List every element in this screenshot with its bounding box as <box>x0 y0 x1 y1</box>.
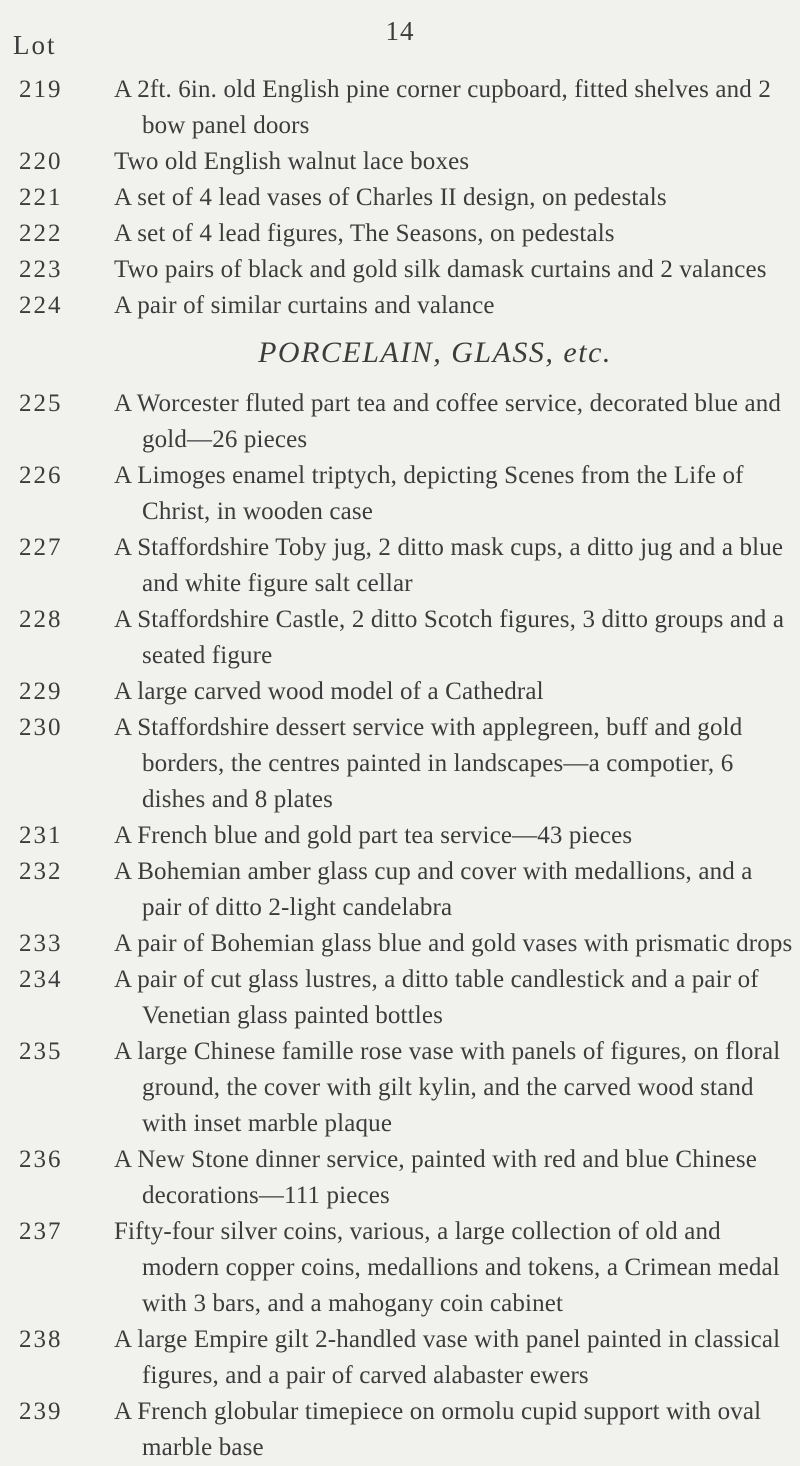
lot-number: 238 <box>19 1326 63 1353</box>
section-heading: PORCELAIN, GLASS, etc. <box>258 336 612 369</box>
lot-description: A French globular timepiece on ormolu cupid support with oval marble base <box>114 1398 762 1461</box>
lot-entry <box>0 1394 800 1466</box>
lot-description: A pair of Bohemian glass blue and gold vases with prismatic drops <box>114 930 793 957</box>
lot-group-furnishings <box>0 72 800 324</box>
lot-description: Two old English walnut lace boxes <box>114 148 470 175</box>
lot-description: A set of 4 lead figures, The Seasons, on pedestals <box>114 220 615 247</box>
lot-description: A large Chinese famille rose vase with panels of figures, on floral ground, the cover with gilt kylin, and the carved wood stand with inset marble plaque <box>114 1038 781 1137</box>
lot-description: A Staffordshire Toby jug, 2 ditto mask cups, a ditto jug and a blue and white figure salt cellar <box>114 534 784 597</box>
lot-description: A large Empire gilt 2-handled vase with panel painted in classical figures, and a pair of carved alabaster ewers <box>114 1326 781 1389</box>
lot-entry <box>0 216 800 252</box>
lot-description: A New Stone dinner service, painted with red and blue Chinese decorations—111 pieces <box>114 1146 758 1209</box>
lot-entry <box>0 1322 800 1394</box>
lot-description: Fifty-four silver coins, various, a large collection of old and modern copper coins, medallions and tokens, a Crimean medal with 3 bars, and a mahogany coin cabinet <box>114 1218 780 1317</box>
lot-entry <box>0 72 800 144</box>
lot-entry <box>0 288 800 324</box>
lot-number: 228 <box>19 606 63 633</box>
lot-number: 231 <box>19 822 63 849</box>
lot-number: 223 <box>19 256 63 283</box>
lot-description: A 2ft. 6in. old English pine corner cupboard, fitted shelves and 2 bow panel doors <box>114 76 771 139</box>
lot-description: A Worcester fluted part tea and coffee service, decorated blue and gold—26 pieces <box>114 390 782 453</box>
lot-number: 220 <box>19 148 63 175</box>
lot-group-porcelain <box>0 386 800 1466</box>
lot-number: 235 <box>19 1038 63 1065</box>
lot-entry <box>0 458 800 530</box>
lot-entry <box>0 252 800 288</box>
lot-number: 239 <box>19 1398 63 1425</box>
lot-number: 226 <box>19 462 63 489</box>
lot-column-heading: Lot <box>13 30 57 60</box>
lot-entry <box>0 854 800 926</box>
lot-entry <box>0 926 800 962</box>
lot-number: 234 <box>19 966 63 993</box>
lot-entry <box>0 144 800 180</box>
lot-number: 237 <box>19 1218 63 1245</box>
lot-entry <box>0 1142 800 1214</box>
lot-number: 225 <box>19 390 63 417</box>
lot-description: A Bohemian amber glass cup and cover with medallions, and a pair of ditto 2-light candelabra <box>114 858 753 921</box>
lot-entry <box>0 530 800 602</box>
lot-description: A Limoges enamel triptych, depicting Scenes from the Life of Christ, in wooden case <box>114 462 744 525</box>
lot-number: 230 <box>19 714 63 741</box>
lot-entry <box>0 962 800 1034</box>
lot-list <box>0 72 800 1466</box>
lot-description: A French blue and gold part tea service—43 pieces <box>114 822 633 849</box>
lot-entry <box>0 386 800 458</box>
lot-entry <box>0 602 800 674</box>
lot-description: A pair of cut glass lustres, a ditto table candlestick and a pair of Venetian glass painted bottles <box>114 966 759 1029</box>
lot-description: A pair of similar curtains and valance <box>114 292 495 319</box>
lot-description: A set of 4 lead vases of Charles II design, on pedestals <box>114 184 667 211</box>
page-number: 14 <box>385 16 415 46</box>
lot-number: 233 <box>19 930 63 957</box>
lot-entry <box>0 710 800 818</box>
lot-entry <box>0 674 800 710</box>
lot-description: A large carved wood model of a Cathedral <box>114 678 544 705</box>
lot-description: Two pairs of black and gold silk damask curtains and 2 valances <box>114 256 767 283</box>
lot-number: 232 <box>19 858 63 885</box>
lot-number: 229 <box>19 678 63 705</box>
lot-number: 221 <box>19 184 63 211</box>
lot-entry <box>0 1034 800 1142</box>
lot-entry <box>0 1214 800 1322</box>
lot-number: 224 <box>19 292 63 319</box>
lot-entry <box>0 818 800 854</box>
lot-number: 219 <box>19 76 63 103</box>
lot-number: 227 <box>19 534 63 561</box>
lot-description: A Staffordshire Castle, 2 ditto Scotch figures, 3 ditto groups and a seated figure <box>114 606 785 669</box>
lot-number: 222 <box>19 220 63 247</box>
lot-entry <box>0 180 800 216</box>
lot-description: A Staffordshire dessert service with applegreen, buff and gold borders, the centres painted in landscapes—a compotier, 6 dishes and 8 plates <box>114 714 743 813</box>
lot-number: 236 <box>19 1146 63 1173</box>
